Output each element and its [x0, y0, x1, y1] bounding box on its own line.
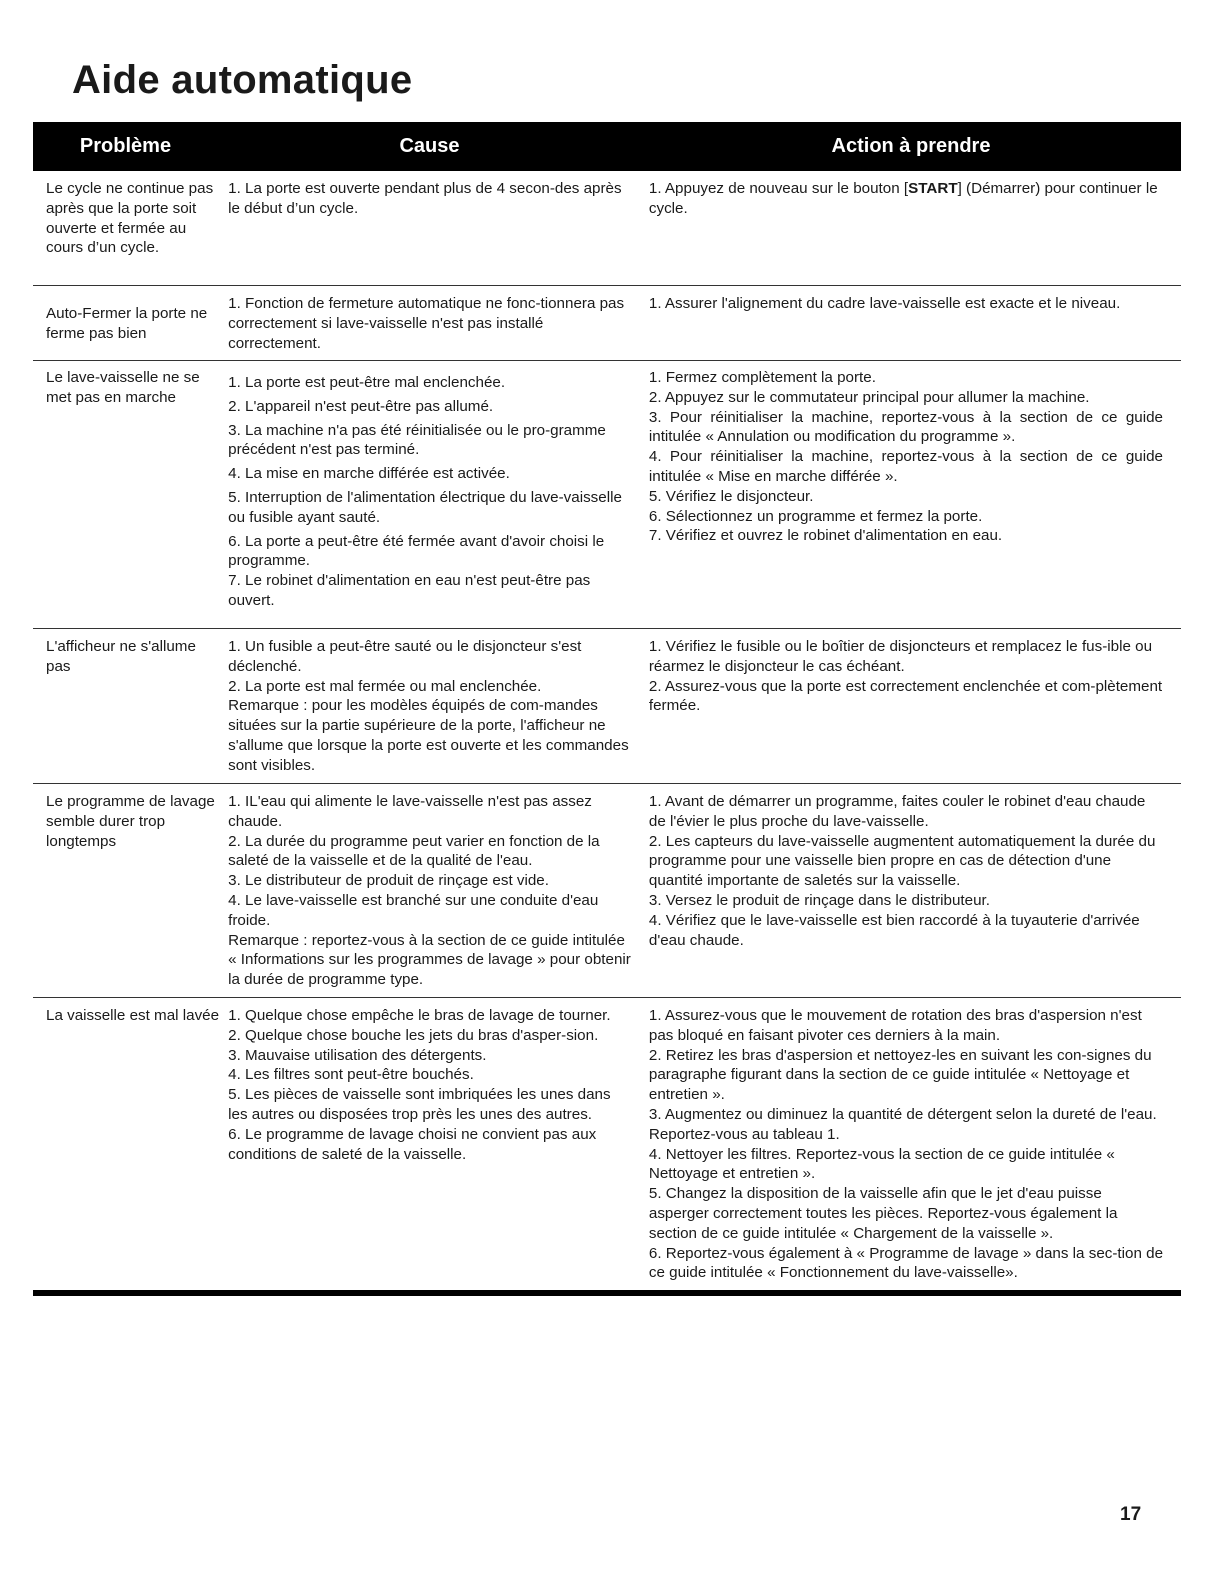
- cause-item: 2. Quelque chose bouche les jets du bras d'asper-sion.: [228, 1026, 599, 1044]
- problem-cell: Le cycle ne continue pas après que la porte soit ouverte et fermée au cours d’un cycle.: [46, 180, 214, 257]
- cause-cell: [228, 792, 649, 989]
- cause-item: Remarque : pour les modèles équipés de com-mandes situées sur la partie supérieure de la porte, l'afficheur ne s'allume que lorsque la porte est ouverte et les commandes sont visibles.: [228, 697, 633, 774]
- cause-cell: [228, 294, 649, 352]
- cause-cell: [228, 1006, 649, 1282]
- cause-item: 3. Le distributeur de produit de rinçage est vide.: [228, 872, 549, 890]
- action-item: 2. Retirez les bras d'aspersion et nettoyez-les en suivant les con-signes du paragraphe figurant dans la section de ce guide intitulée « Nettoyage et entretien ».: [648, 1046, 1156, 1104]
- cause-item: 1. IL'eau qui alimente le lave-vaisselle n'est pas assez chaude.: [228, 793, 597, 830]
- page-number: 17: [1120, 1504, 1142, 1525]
- action-item: 1. Vérifiez le fusible ou le boîtier de disjoncteurs et remplacez le fus-ible ou réarmez le disjoncteur le cas échéant.: [648, 638, 1157, 675]
- action-item: 1. Fermez complètement la porte.: [648, 369, 876, 386]
- cause-item: 6. Le programme de lavage choisi ne convient pas aux conditions de saleté de la vaisselle.: [228, 1125, 601, 1163]
- action-item: 3. Pour réinitialiser la machine, reportez-vous à la section de ce guide intitulée « Annulation ou modification du programme ».: [648, 408, 1168, 446]
- cause-item: 3. Mauvaise utilisation des détergents.: [228, 1046, 487, 1064]
- table-row: [33, 629, 1181, 784]
- action-item: 3. Versez le produit de rinçage dans le distributeur.: [648, 891, 990, 909]
- action-item: 4. Pour réinitialiser la machine, reportez-vous à la section de ce guide intitulée « Mise en marche différée ».: [648, 448, 1168, 485]
- action-item: 1. Assurer l'alignement du cadre lave-vaisselle est exacte et le niveau.: [648, 295, 1121, 312]
- action-item: 2. Les capteurs du lave-vaisselle augmentent automatiquement la durée du programme pour une vaisselle bien propre en cas de détection d'une quantité importante de saletés sur la vaisselle.: [648, 832, 1160, 890]
- table-row: [33, 998, 1181, 1296]
- problem-cell: Le lave-vaisselle ne se met pas en marche: [46, 369, 200, 406]
- problem-cell: L'afficheur ne s'allume pas: [46, 638, 196, 675]
- problem-cell: La vaisselle est mal lavée: [46, 1007, 220, 1024]
- table-row: [33, 784, 1181, 998]
- action-cell: [649, 179, 1181, 277]
- header-cause: Cause: [399, 135, 460, 157]
- action-cell: [649, 368, 1181, 620]
- action-item: 1. Assurez-vous que le mouvement de rotation des bras d'aspersion n'est pas bloqué en faisant pivoter ces derniers à la main.: [648, 1007, 1147, 1044]
- action-item: 1. Appuyez de nouveau sur le bouton [START] (Démarrer) pour continuer le cycle.: [648, 180, 1162, 217]
- cause-item: 5. Interruption de l'alimentation électrique du lave-vaisselle ou fusible ayant sauté.: [228, 488, 627, 526]
- cause-item: 6. La porte a peut-être été fermée avant d'avoir choisi le programme.: [228, 532, 609, 570]
- cause-item: 1. Un fusible a peut-être sauté ou le disjoncteur s'est déclenché.: [228, 638, 586, 675]
- cause-item: 3. La machine n'a pas été réinitialisée ou le pro-gramme précédent n'est pas terminé.: [228, 421, 611, 459]
- table-header: [33, 122, 1181, 171]
- problem-cell: Auto-Fermer la porte ne ferme pas bien: [46, 305, 208, 342]
- action-item: 6. Reportez-vous également à « Programme de lavage » dans la sec-tion de ce guide intitulée « Fonctionnement du lave-vaisselle».: [648, 1244, 1168, 1282]
- cause-item: 1. Fonction de fermeture automatique ne fonc-tionnera pas correctement si lave-vaisselle n'est pas installé correctement.: [228, 295, 629, 352]
- troubleshooting-table: [33, 122, 1181, 1296]
- problem-cell: Le programme de lavage semble durer trop longtemps: [46, 793, 215, 850]
- cause-item: 2. L'appareil n'est peut-être pas allumé.: [228, 397, 494, 415]
- table-row: [33, 171, 1181, 286]
- action-item: 2. Assurez-vous que la porte est correctement enclenchée et com-plètement fermée.: [648, 677, 1167, 715]
- cause-item: 4. Les filtres sont peut-être bouchés.: [228, 1066, 474, 1084]
- action-item: 4. Nettoyer les filtres. Reportez-vous la section de ce guide intitulée « Nettoyage et entretien ».: [648, 1145, 1120, 1183]
- cause-item: 1. La porte est ouverte pendant plus de 4 secon-des après le début d’un cycle.: [228, 180, 626, 217]
- header-problem: Problème: [79, 135, 172, 157]
- action-cell: [649, 637, 1181, 775]
- action-cell: [649, 1006, 1181, 1282]
- cause-item: 4. Le lave-vaisselle est branché sur une conduite d'eau froide.: [228, 891, 603, 929]
- cause-item: 1. Quelque chose empêche le bras de lavage de tourner.: [228, 1007, 611, 1024]
- action-cell: [649, 294, 1181, 352]
- cause-item: 5. Les pièces de vaisselle sont imbriquées les unes dans les autres ou disposées trop près les unes des autres.: [228, 1086, 615, 1123]
- action-cell: [649, 792, 1181, 989]
- action-item: 7. Vérifiez et ouvrez le robinet d'alimentation en eau.: [648, 527, 1003, 545]
- action-item: 5. Vérifiez le disjoncteur.: [648, 487, 814, 505]
- cause-item: 1. La porte est peut-être mal enclenchée.: [228, 374, 506, 391]
- page-title: Aide automatique: [72, 58, 413, 102]
- cause-item: 2. La durée du programme peut varier en fonction de la saleté de la vaisselle et de la qualité de l'eau.: [228, 832, 604, 870]
- action-item: 2. Appuyez sur le commutateur principal pour allumer la machine.: [648, 388, 1090, 406]
- action-item: 5. Changez la disposition de la vaisselle afin que le jet d'eau puisse asperger correctement toutes les pièces. Reportez-vous également la section de ce guide intitulée « Chargement de la vaisselle ».: [648, 1185, 1122, 1242]
- cause-cell: [228, 368, 649, 620]
- table-row: [33, 286, 1181, 361]
- action-item: 3. Augmentez ou diminuez la quantité de détergent selon la dureté de l'eau. Reportez-vous au tableau 1.: [648, 1105, 1161, 1143]
- cause-item: 4. La mise en marche différée est activée.: [228, 465, 510, 483]
- cause-item: 7. Le robinet d'alimentation en eau n'est peut-être pas ouvert.: [228, 572, 595, 609]
- cause-cell: [228, 179, 649, 277]
- cause-item: 2. La porte est mal fermée ou mal enclenchée.: [228, 677, 542, 695]
- action-item: 1. Avant de démarrer un programme, faites couler le robinet d'eau chaude de l'évier le plus proche du lave-vaisselle.: [648, 793, 1150, 830]
- table-row: [33, 361, 1181, 629]
- action-item: 6. Sélectionnez un programme et fermez la porte.: [648, 507, 983, 525]
- cause-item: Remarque : reportez-vous à la section de ce guide intitulée « Informations sur les programmes de lavage » pour obtenir la durée de programme type.: [228, 931, 636, 989]
- header-action: Action à prendre: [831, 135, 991, 157]
- action-item: 4. Vérifiez que le lave-vaisselle est bien raccordé à la tuyauterie d'arrivée d'eau chaude.: [648, 911, 1144, 949]
- cause-cell: [228, 637, 649, 775]
